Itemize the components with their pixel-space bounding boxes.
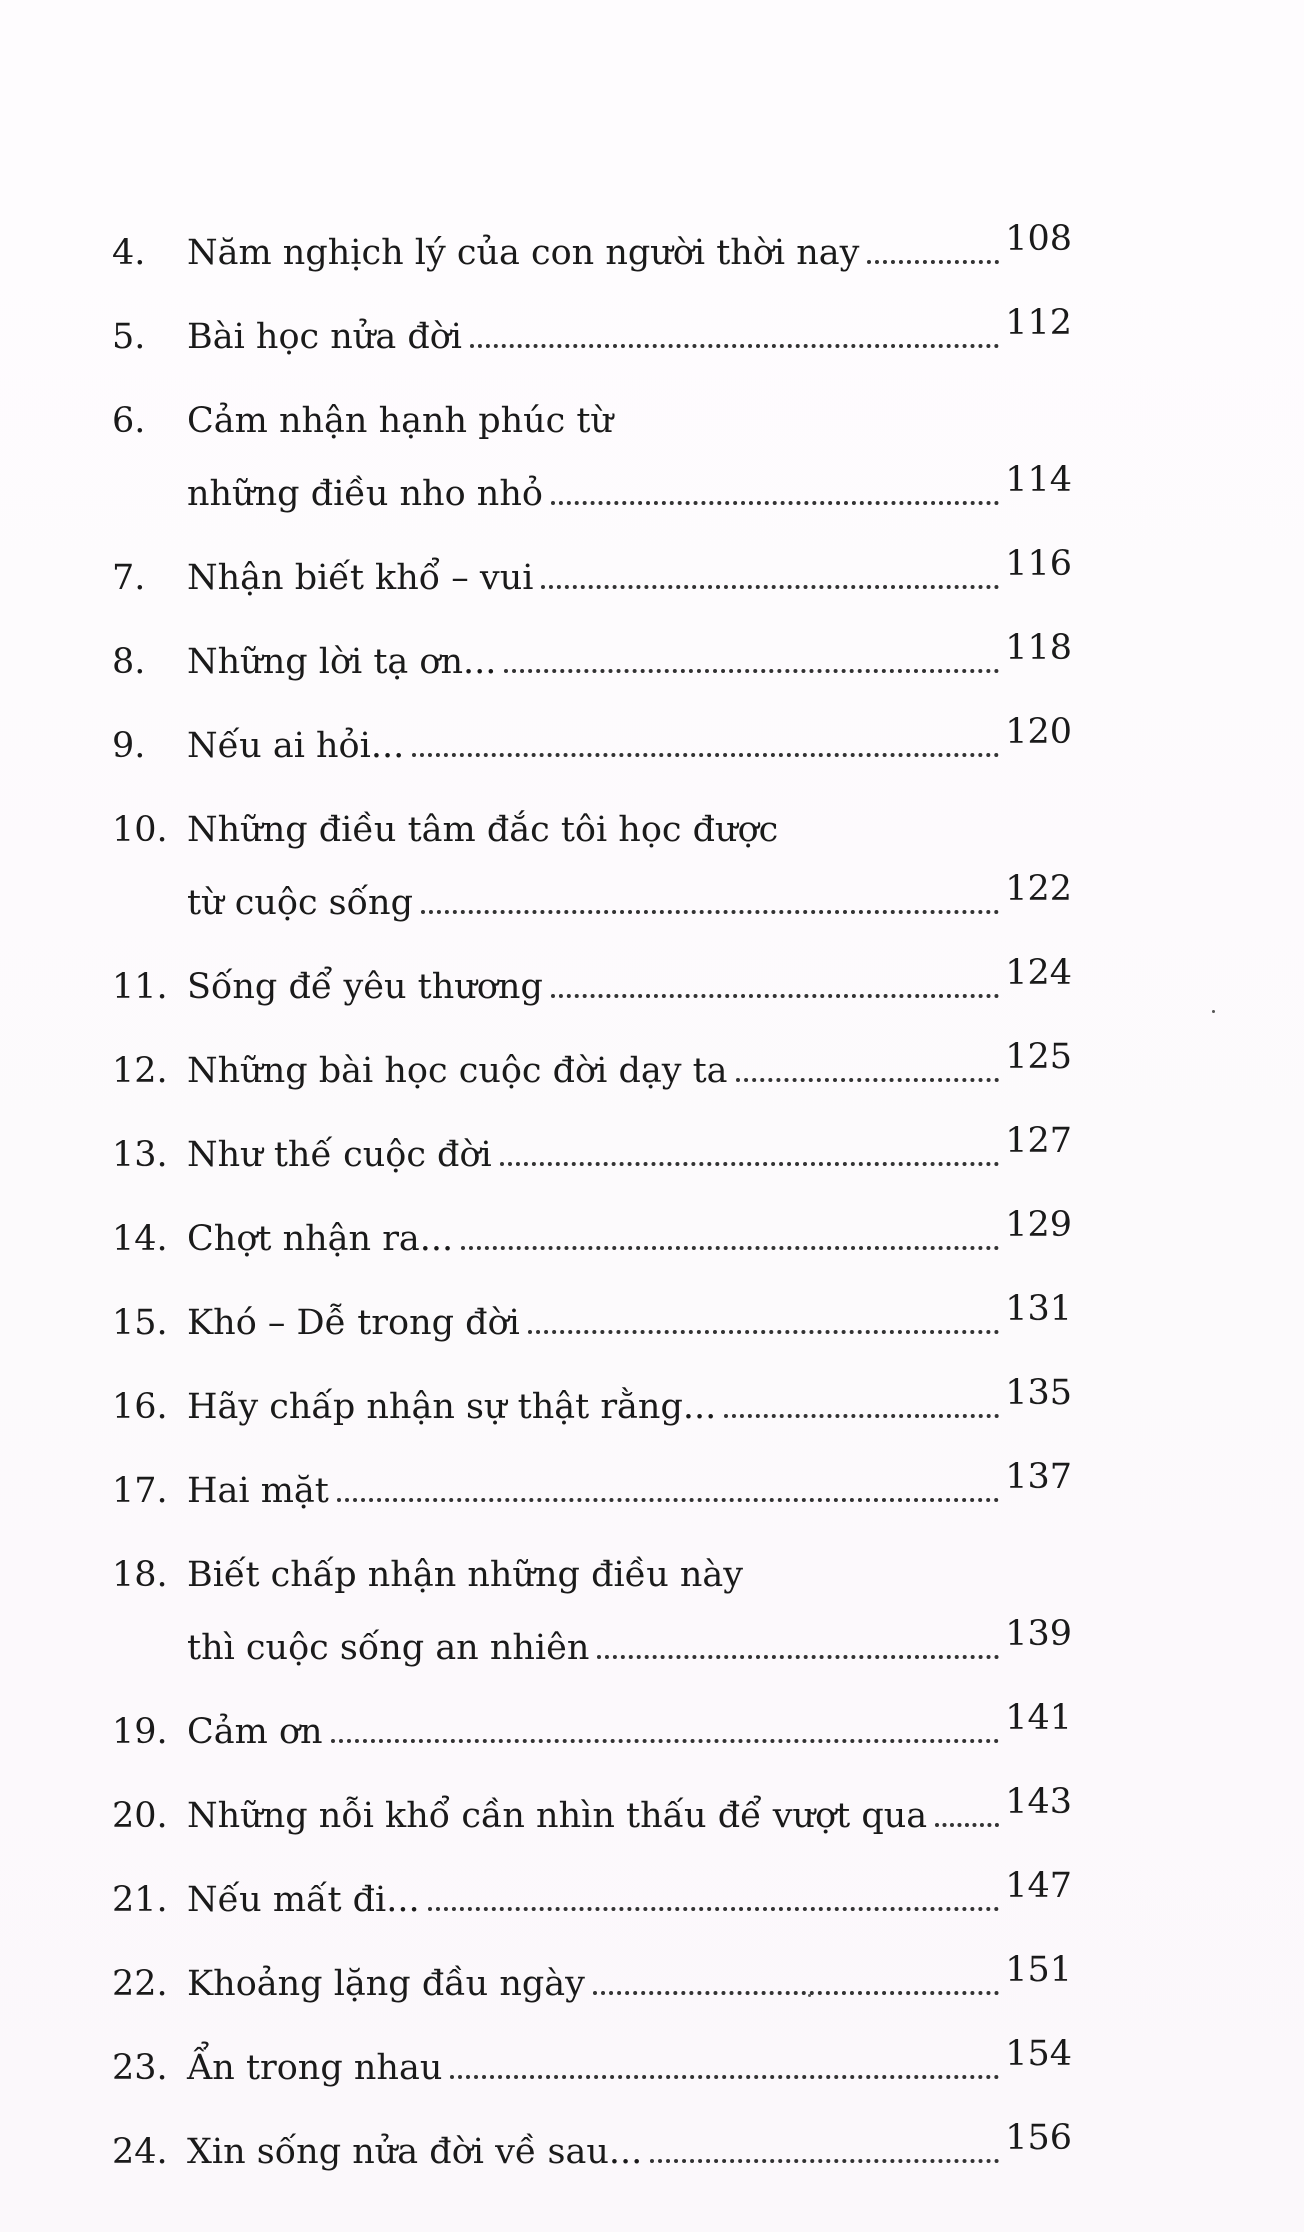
entry-number: 5. <box>112 317 146 357</box>
toc-entry <box>112 2034 1072 2091</box>
entry-page-number: 139 <box>1005 1614 1072 1654</box>
toc-entry <box>112 303 1072 360</box>
dot-leader <box>450 2074 999 2079</box>
dot-leader <box>461 1245 999 1250</box>
entry-number: 23. <box>112 2048 168 2088</box>
dot-leader <box>528 1329 999 1334</box>
entry-number: 17. <box>112 1471 168 1511</box>
toc-entry <box>112 1289 1072 1346</box>
entry-number: 24. <box>112 2132 168 2172</box>
entry-number: 15. <box>112 1303 168 1343</box>
dot-leader <box>736 1077 1000 1082</box>
dot-leader <box>551 500 999 505</box>
entry-page-number: 112 <box>1005 303 1072 343</box>
dot-leader <box>331 1738 1000 1743</box>
entry-number: 22. <box>112 1964 168 2004</box>
entry-page-number: 122 <box>1005 869 1072 909</box>
toc-entry <box>112 2118 1072 2175</box>
entry-title: Hai mặt <box>187 1471 329 1511</box>
entry-title: Như thế cuộc đời <box>187 1135 492 1175</box>
entry-number: 6. <box>112 401 146 441</box>
toc-entry <box>112 544 1072 601</box>
dot-leader <box>412 752 999 757</box>
dot-leader <box>551 993 999 998</box>
toc-entry <box>112 219 1072 276</box>
dot-leader <box>504 668 999 673</box>
toc-entry <box>112 1866 1072 1923</box>
dot-leader <box>421 909 999 914</box>
entry-title: Cảm ơn <box>187 1712 323 1752</box>
entry-title: Những điều tâm đắc tôi học được <box>187 810 779 850</box>
dot-leader <box>867 259 999 264</box>
toc-entry <box>112 628 1072 685</box>
entry-page-number: 116 <box>1005 544 1072 584</box>
entry-title: từ cuộc sống <box>187 883 413 923</box>
entry-title: Biết chấp nhận những điều này <box>187 1555 744 1595</box>
toc-entry <box>112 1205 1072 1262</box>
entry-number: 7. <box>112 558 146 598</box>
entry-page-number: 156 <box>1005 2118 1072 2158</box>
entry-page-number: 120 <box>1005 712 1072 752</box>
toc-entry <box>112 1121 1072 1178</box>
entry-page-number: 114 <box>1005 460 1072 500</box>
entry-title: Khoảng lặng đầu ngày <box>187 1964 585 2004</box>
toc-entry <box>112 1373 1072 1430</box>
toc-entry <box>112 1950 1072 2007</box>
entry-title: Xin sống nửa đời về sau... <box>187 2132 643 2172</box>
dot-leader <box>724 1413 999 1418</box>
toc-entry <box>112 1698 1072 1755</box>
dot-leader <box>428 1906 1000 1911</box>
entry-page-number: 129 <box>1005 1205 1072 1245</box>
entry-title: Ẩn trong nhau <box>187 2048 443 2088</box>
dot-leader <box>470 343 999 348</box>
dot-leader <box>935 1822 999 1827</box>
dot-leader <box>541 584 999 589</box>
toc-entry <box>112 1782 1072 1839</box>
toc-entry <box>112 953 1072 1010</box>
entry-title: Chợt nhận ra... <box>187 1219 454 1259</box>
entry-number: 20. <box>112 1796 168 1836</box>
entry-title: Những bài học cuộc đời dạy ta <box>187 1051 728 1091</box>
entry-page-number: 151 <box>1005 1950 1072 1990</box>
entry-number: 12. <box>112 1051 168 1091</box>
entry-title: Khó – Dễ trong đời <box>187 1303 520 1343</box>
dot-leader <box>500 1161 999 1166</box>
entry-title: Bài học nửa đời <box>187 317 462 357</box>
dot-leader <box>597 1654 999 1659</box>
entry-page-number: 147 <box>1005 1866 1072 1906</box>
entry-number: 18. <box>112 1555 168 1595</box>
entry-page-number: 127 <box>1005 1121 1072 1161</box>
toc-entry <box>112 398 1072 517</box>
toc-entry <box>112 1457 1072 1514</box>
toc-entry <box>112 1037 1072 1094</box>
entry-number: 21. <box>112 1880 168 1920</box>
entry-page-number: 124 <box>1005 953 1072 993</box>
toc-entry <box>112 712 1072 769</box>
entry-page-number: 125 <box>1005 1037 1072 1077</box>
entry-page-number: 108 <box>1005 219 1072 259</box>
entry-number: 9. <box>112 726 146 766</box>
entry-title: Sống để yêu thương <box>187 967 543 1007</box>
entry-title: Hãy chấp nhận sự thật rằng... <box>187 1387 717 1427</box>
entry-number: 8. <box>112 642 146 682</box>
entry-page-number: 154 <box>1005 2034 1072 2074</box>
entry-number: 14. <box>112 1219 168 1259</box>
entry-title: những điều nho nhỏ <box>187 474 543 514</box>
entry-number: 16. <box>112 1387 168 1427</box>
entry-title: Những nỗi khổ cần nhìn thấu để vượt qua <box>187 1796 928 1836</box>
entry-title: Năm nghịch lý của con người thời nay <box>187 233 860 273</box>
entry-title: Nếu ai hỏi... <box>187 726 405 766</box>
entry-number: 19. <box>112 1712 168 1752</box>
entry-page-number: 131 <box>1005 1289 1072 1329</box>
entry-number: 4. <box>112 233 146 273</box>
table-of-contents <box>112 219 1072 2213</box>
entry-title: Nếu mất đi... <box>187 1880 420 1920</box>
entry-title: Nhận biết khổ – vui <box>187 558 534 598</box>
entry-page-number: 141 <box>1005 1698 1072 1738</box>
entry-number: 11. <box>112 967 168 1007</box>
entry-title: thì cuộc sống an nhiên <box>187 1628 590 1668</box>
entry-title: Cảm nhận hạnh phúc từ <box>187 401 614 441</box>
entry-number: 13. <box>112 1135 168 1175</box>
dot-leader <box>593 1990 999 1995</box>
dot-leader <box>337 1497 999 1502</box>
speck-mark <box>808 1994 811 1997</box>
entry-page-number: 135 <box>1005 1373 1072 1413</box>
entry-page-number: 143 <box>1005 1782 1072 1822</box>
entry-title: Những lời tạ ơn... <box>187 642 497 682</box>
entry-number: 10. <box>112 810 168 850</box>
toc-entry <box>112 1552 1072 1671</box>
dot-leader <box>650 2158 999 2163</box>
speck-mark <box>1212 1010 1215 1013</box>
toc-entry <box>112 807 1072 926</box>
entry-page-number: 118 <box>1005 628 1072 668</box>
entry-page-number: 137 <box>1005 1457 1072 1497</box>
